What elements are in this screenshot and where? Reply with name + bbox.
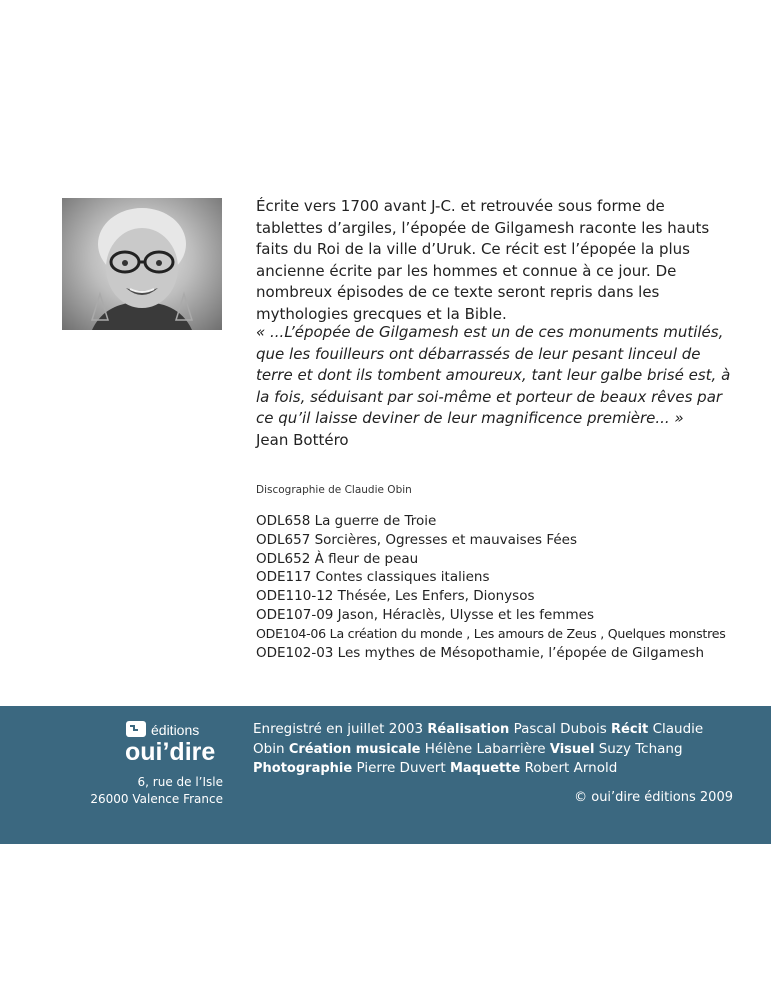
credits-maquette-label: Maquette xyxy=(449,761,521,776)
bottero-quote: « ...L’épopée de Gilgamesh est un de ces monuments mutilés, que les fouilleurs ont débarrassés de leur pesant linceul de terre et dont ils tombent amoureux, tant leur galbe brisé est, à la fois, séduisant par soi-même et porteur de beaux rêves par ce qu’il laisse deviner de leur magnificence première... » xyxy=(256,323,731,427)
credits-maquette-value: Robert Arnold xyxy=(524,760,618,776)
credits-creation-label: Création musicale xyxy=(288,741,421,757)
address-line-1: 6, rue de l’Isle xyxy=(137,775,223,789)
discography-item: ODL658 La guerre de Troie xyxy=(256,513,437,529)
discography-item: ODE110-12 Thésée, Les Enfers, Dionysos xyxy=(256,588,535,605)
ouidire-logo xyxy=(124,718,224,766)
footer-band xyxy=(0,706,771,844)
discography-item: ODE117 Contes classiques italiens xyxy=(256,569,490,586)
publisher-address xyxy=(90,774,223,808)
discography-list xyxy=(256,512,726,662)
credits-photo-label: Photographie xyxy=(253,761,353,776)
discography-item: ODE102-03 Les mythes de Mésopothamie, l’épopée de Gilgamesh xyxy=(256,644,705,661)
logo-top-text: éditions xyxy=(151,722,200,738)
discography-item: ODL652 À fleur de peau xyxy=(256,550,419,567)
credits-block xyxy=(253,720,723,779)
credits-recit-value: Claudie Obin xyxy=(253,721,704,757)
credits-photo-value: Pierre Duvert xyxy=(356,760,446,776)
discography-item: ODL657 Sorcières, Ogresses et mauvaises Fées xyxy=(256,531,578,548)
address-line-2: 26000 Valence France xyxy=(90,792,223,806)
credits-visuel-value: Suzy Tchang xyxy=(598,740,683,757)
credits-creation-value: Hélène Labarrière xyxy=(424,740,546,757)
intro-paragraph: Écrite vers 1700 avant J-C. et retrouvée sous forme de tablettes d’argiles, l’épopée de Gilgamesh raconte les hauts faits du Roi de la ville d’Uruk. Ce récit est l’épopée la plus ancienne écrite par les hommes et connue à ce jour. De nombreux épisodes de ce texte seront repris dans les mythologies grecques et la Bible. xyxy=(256,197,710,323)
credits-visuel-label: Visuel xyxy=(549,741,595,757)
discography-item: ODE107-09 Jason, Héraclès, Ulysse et les femmes xyxy=(256,606,594,623)
quote-author: Jean Bottéro xyxy=(256,431,349,449)
credits-realisation-label: Réalisation xyxy=(427,722,510,737)
discography-title: Discographie de Claudie Obin xyxy=(256,484,412,496)
logo-brand-text: oui’dire xyxy=(125,738,216,766)
copyright-notice: © oui’dire éditions 2009 xyxy=(574,790,733,805)
credits-recit-label: Récit xyxy=(611,722,649,737)
credits-realisation-value: Pascal Dubois xyxy=(513,721,607,737)
discography-item: ODE104-06 La création du monde , Les amours de Zeus , Quelques monstres xyxy=(256,625,726,641)
credits-recorded: Enregistré en juillet 2003 xyxy=(253,721,424,737)
author-portrait-photo xyxy=(62,198,222,330)
